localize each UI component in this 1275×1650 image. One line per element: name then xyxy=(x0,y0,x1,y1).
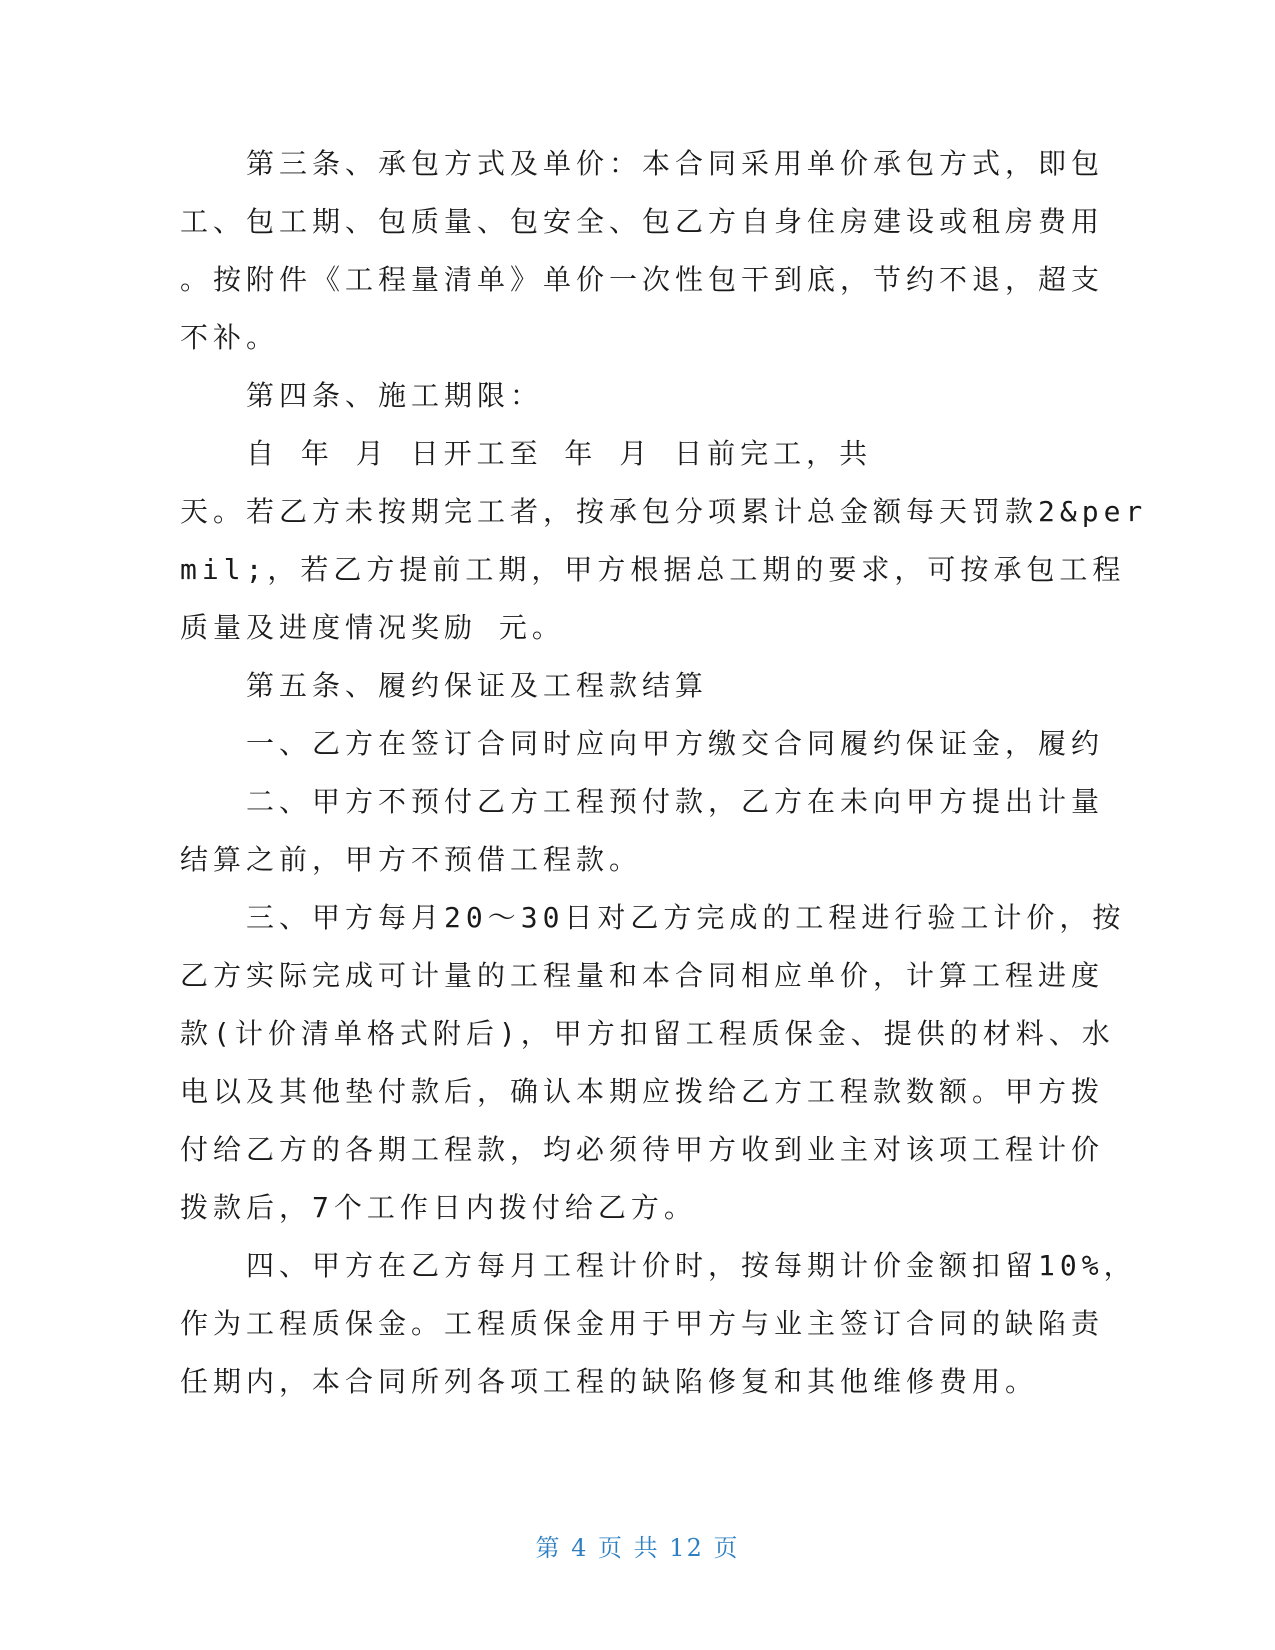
section-heading: 第五条、履约保证及工程款结算 xyxy=(180,669,709,702)
body-line: 任期内，本合同所列各项工程的缺陷修复和其他维修费用。 xyxy=(180,1365,1039,1398)
body-line: 作为工程质保金。工程质保金用于甲方与业主签订合同的缺陷责 xyxy=(180,1307,1105,1340)
body-line: 电以及其他垫付款后，确认本期应拨给乙方工程款数额。甲方拨 xyxy=(180,1075,1105,1108)
body-line: 四、甲方在乙方每月工程计价时，按每期计价金额扣留10%， xyxy=(180,1249,1137,1282)
page-number-footer: 第 4 页 共 12 页 xyxy=(535,1534,740,1562)
body-line: 二、甲方不预付乙方工程预付款，乙方在未向甲方提出计量 xyxy=(180,785,1105,818)
body-line: 一、乙方在签订合同时应向甲方缴交合同履约保证金，履约 xyxy=(180,727,1105,760)
body-line: 结算之前，甲方不预借工程款。 xyxy=(180,843,643,876)
body-line: 天。若乙方未按期完工者，按承包分项累计总金额每天罚款2&per xyxy=(180,495,1148,528)
body-line: 乙方实际完成可计量的工程量和本合同相应单价，计算工程进度 xyxy=(180,959,1105,992)
body-line: 三、甲方每月20～30日对乙方完成的工程进行验工计价，按 xyxy=(180,901,1126,934)
body-line: 付给乙方的各期工程款，均必须待甲方收到业主对该项工程计价 xyxy=(180,1133,1105,1166)
body-line: 质量及进度情况奖励 元。 xyxy=(180,611,565,644)
body-line: 工、包工期、包质量、包安全、包乙方自身住房建设或租房费用 xyxy=(180,205,1105,238)
body-line: 款(计价清单格式附后)，甲方扣留工程质保金、提供的材料、水 xyxy=(180,1017,1115,1050)
body-line: mil;，若乙方提前工期，甲方根据总工期的要求，可按承包工程 xyxy=(180,553,1126,586)
section-heading: 第四条、施工期限： xyxy=(180,379,544,412)
body-line: 拨款后，7个工作日内拨付给乙方。 xyxy=(180,1191,697,1224)
body-line: 自 年 月 日开工至 年 月 日前完工，共 xyxy=(180,437,873,470)
body-line: 。按附件《工程量清单》单价一次性包干到底，节约不退，超支 xyxy=(180,263,1105,296)
body-line: 第三条、承包方式及单价：本合同采用单价承包方式，即包 xyxy=(180,147,1105,180)
body-line: 不补。 xyxy=(180,321,280,354)
